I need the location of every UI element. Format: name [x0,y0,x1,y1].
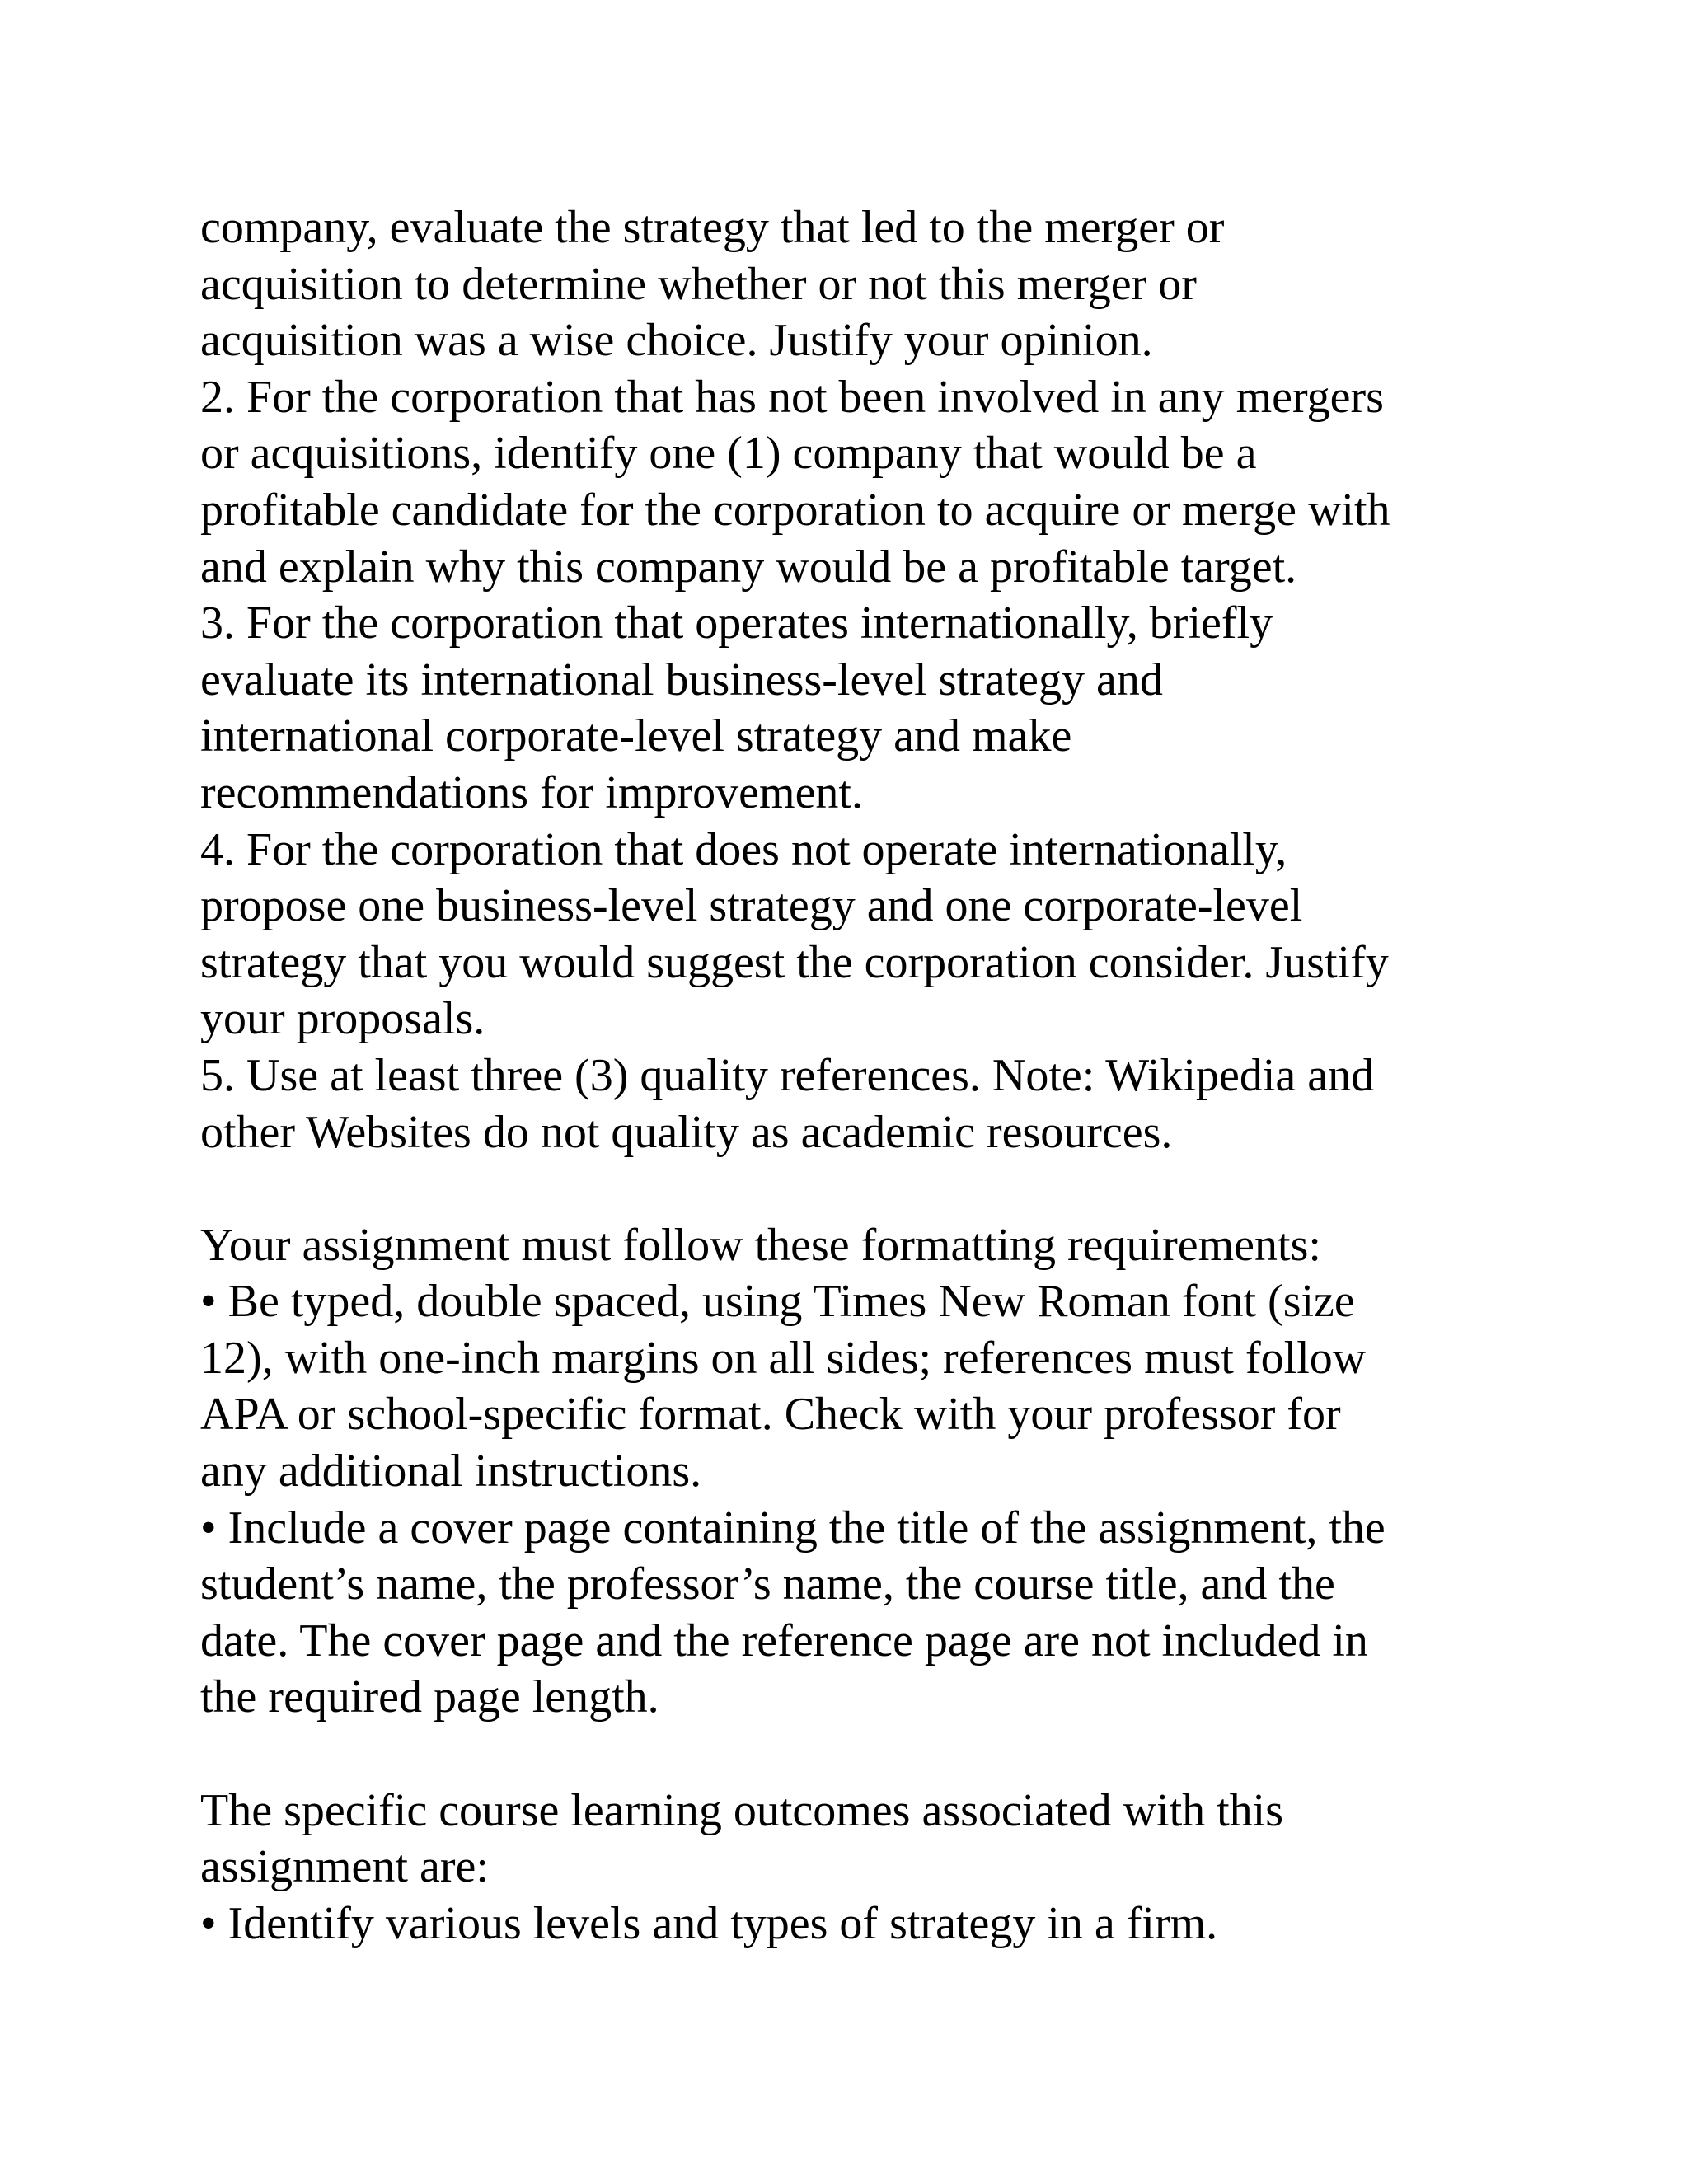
text-line: profitable candidate for the corporation to acquire or merge with [200,484,1390,536]
formatting-section [200,1217,1601,1726]
text-line: • Be typed, double spaced, using Times New Roman font (size [200,1276,1355,1328]
text-line: acquisition was a wise choice. Justify your opinion. [200,315,1153,367]
paragraph-gap [200,1726,1601,1783]
list-item-4 [200,822,1601,1047]
text-line: 3. For the corporation that operates internationally, briefly [200,598,1273,649]
list-item-2 [200,369,1601,595]
text-line: or acquisitions, identify one (1) company that would be a [200,428,1257,480]
text-line: 2. For the corporation that has not been involved in any mergers [200,371,1384,423]
list-item-3 [200,595,1601,821]
text-line: company, evaluate the strategy that led to the merger or [200,202,1225,253]
text-line: acquisition to determine whether or not this merger or [200,258,1197,310]
outcomes-heading: assignment are: [200,1841,489,1893]
text-line: and explain why this company would be a profitable target. [200,541,1297,593]
formatting-bullet-2 [200,1500,1601,1726]
text-line: APA or school-specific format. Check with your professor for [200,1389,1341,1441]
text-line: propose one business-level strategy and one corporate-level [200,880,1303,932]
text-line: evaluate its international business-level strategy and [200,654,1163,705]
document-body [200,199,1601,1952]
intro-paragraph [200,199,1601,369]
text-line: other Websites do not quality as academic resources. [200,1106,1173,1158]
outcomes-heading: The specific course learning outcomes associated with this [200,1784,1284,1836]
outcomes-section [200,1783,1601,1952]
text-line: the required page length. [200,1671,659,1723]
text-line: your proposals. [200,993,485,1045]
text-line: international corporate-level strategy and make [200,710,1072,762]
text-line: date. The cover page and the reference page are not included in [200,1615,1368,1666]
outcomes-bullet-1: • Identify various levels and types of strategy in a firm. [200,1897,1218,1949]
text-line: 5. Use at least three (3) quality references. Note: Wikipedia and [200,1049,1375,1101]
text-line: • Include a cover page containing the title of the assignment, the [200,1502,1386,1554]
text-line: 12), with one-inch margins on all sides; references must follow [200,1332,1367,1384]
text-line: strategy that you would suggest the corporation consider. Justify [200,936,1389,988]
text-line: any additional instructions. [200,1446,702,1497]
text-line: recommendations for improvement. [200,766,863,818]
text-line: student’s name, the professor’s name, the course title, and the [200,1558,1335,1610]
formatting-bullet-1 [200,1273,1601,1499]
formatting-heading: Your assignment must follow these formatting requirements: [200,1219,1321,1271]
list-item-5 [200,1047,1601,1160]
paragraph-gap [200,1160,1601,1217]
text-line: 4. For the corporation that does not operate internationally, [200,823,1287,875]
